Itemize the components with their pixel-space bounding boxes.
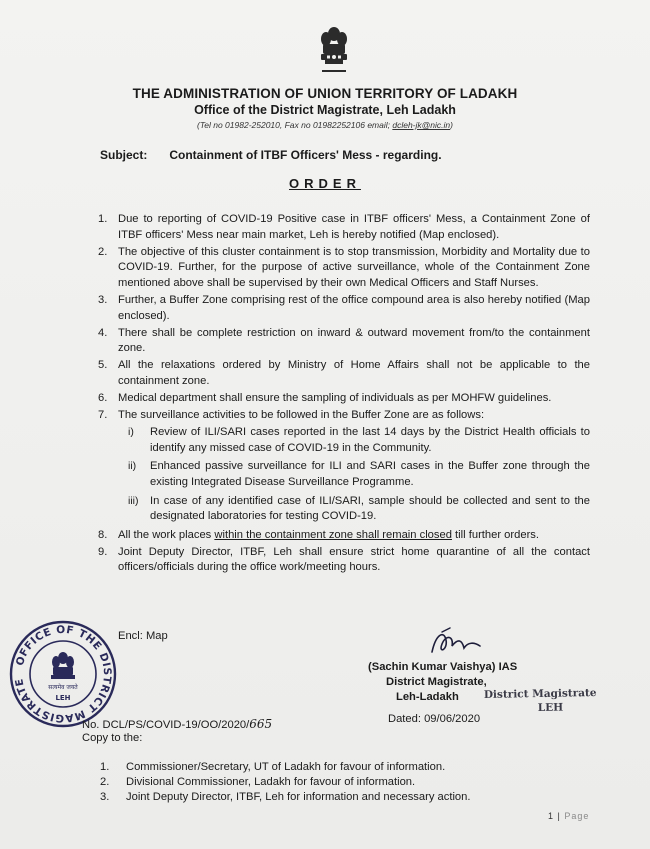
seal-inner-text: सत्यमेव जयते — [48, 684, 78, 691]
item-number: 1. — [98, 213, 108, 225]
item-number: 5. — [98, 359, 108, 372]
signature-mark — [424, 626, 484, 660]
sub-item-text: Review of ILI/SARI cases reported in the last 14 days by the District Health officials to identify any missed case of COVID-19 in the Community. — [150, 426, 590, 454]
copy-text: Divisional Commissioner, Ladakh for favour of information. — [126, 776, 416, 788]
item-number: 8. — [98, 528, 108, 541]
copy-item — [100, 790, 550, 805]
contact-details: (Tel no 01982-252010, Fax no 01982252106 email; — [197, 120, 393, 130]
page-number — [548, 811, 589, 821]
item-number: 7. — [98, 409, 108, 422]
item-text: All the relaxations ordered by Ministry of Home Affairs shall not be applicable to the containment zone. — [118, 359, 590, 387]
copy-number: 2. — [100, 776, 110, 788]
order-item — [88, 528, 590, 544]
page-number-label: Page — [564, 811, 590, 821]
reference-prefix: No. DCL/PS/COVID-19/OO/2020/ — [82, 719, 250, 731]
header-title: THE ADMINISTRATION OF UNION TERRITORY OF LADAKH — [132, 86, 518, 101]
subject-label: Subject: — [100, 148, 148, 162]
subject-text: Containment of ITBF Officers' Mess - regarding. — [169, 148, 442, 162]
item-number: 6. — [98, 392, 108, 405]
reference-number — [82, 717, 272, 731]
stamp-line: LEH — [537, 701, 564, 715]
signatory-designation: District Magistrate, — [386, 676, 487, 689]
seal-ring-text: OFFICE OF THE DISTRICT MAGISTRATE — [13, 623, 114, 725]
item-number: 4. — [98, 326, 108, 339]
sub-item-text: In case of any identified case of ILI/SARI, sample should be collected and sent to the designated laboratories for testing COVID-19. — [150, 494, 590, 523]
item-text: till further orders. — [451, 528, 539, 541]
item-text-underlined: within the containment zone shall remain closed — [214, 528, 452, 541]
header-contact — [0, 120, 650, 130]
order-item — [88, 408, 590, 424]
item-text: Due to reporting of COVID-19 Positive case in ITBF officers' Mess, a Containment Zone of ITBF officers' Mess near main market, Leh is hereby notified (Map enclosed). — [118, 213, 590, 241]
copy-item — [100, 760, 550, 775]
page-number-value: 1 — [548, 811, 555, 821]
item-text: Further, a Buffer Zone comprising rest of the office compound area is also hereby notified (Map enclosed). — [118, 293, 590, 322]
item-text: All the work places — [118, 528, 215, 541]
state-emblem-icon — [317, 26, 351, 78]
item-text: Medical department shall ensure the sampling of individuals as per MOHFW guidelines. — [118, 392, 552, 405]
header-office: Office of the District Magistrate, Leh Ladakh — [194, 103, 456, 117]
stamp-line: District Magistrate — [483, 687, 597, 701]
order-sub-item — [88, 494, 590, 525]
item-number: 3. — [98, 293, 108, 306]
item-text: Joint Deputy Director, ITBF, Leh shall ensure strict home quarantine of all the contact officers/officials during the office work/meeting hours. — [118, 545, 590, 574]
order-items — [88, 212, 590, 578]
copy-text: Commissioner/Secretary, UT of Ladakh for favour of information. — [126, 761, 446, 773]
seal-emblem-icon — [51, 652, 75, 679]
order-sub-item — [88, 459, 590, 490]
order-date: Dated: 09/06/2020 — [388, 713, 481, 725]
sub-item-number: ii) — [128, 460, 137, 473]
order-item — [88, 545, 590, 576]
copy-number: 3. — [100, 791, 110, 803]
subject-line — [100, 148, 442, 162]
copy-item — [100, 775, 550, 790]
order-sub-item — [88, 425, 590, 456]
order-item — [88, 326, 590, 357]
seal-bottom-text: LEH — [55, 694, 71, 702]
copy-list — [100, 760, 550, 805]
order-item — [88, 245, 590, 292]
enclosure-note: Encl: Map — [118, 630, 168, 642]
copy-text: Joint Deputy Director, ITBF, Leh for information and necessary action. — [126, 791, 471, 803]
reference-handwritten: 665 — [249, 717, 273, 731]
order-item — [88, 391, 590, 407]
sub-item-number: i) — [128, 426, 134, 439]
order-item — [88, 293, 590, 324]
signatory-name: (Sachin Kumar Vaishya) IAS — [368, 661, 518, 673]
copy-number: 1. — [100, 761, 110, 773]
sub-item-text: Enhanced passive surveillance for ILI and SARI cases in the Buffer zone through the existing Integrated Disease Surveillance Programme. — [150, 460, 590, 488]
order-title: ORDER — [289, 176, 361, 191]
order-item — [88, 212, 590, 243]
item-number: 9. — [98, 545, 108, 558]
item-text: The surveillance activities to be followed in the Buffer Zone are as follows: — [118, 409, 485, 422]
office-seal — [8, 618, 118, 730]
item-text: The objective of this cluster containment is to stop transmission, Morbidity and Mortality due to COVID-19. Further, for the purpose of active surveillance, whole of the Containment Zone mentioned above shall be supervised by their own Medical Officers and Staff Nurses. — [118, 245, 590, 289]
item-text: There shall be complete restriction on inward & outward movement from/to the containment zone. — [118, 326, 590, 355]
page-number-separator: | — [554, 811, 565, 821]
order-item — [88, 358, 590, 389]
item-number: 2. — [98, 245, 108, 258]
copy-to-label: Copy to the: — [82, 732, 143, 744]
designation-stamp — [484, 686, 597, 716]
contact-email: dcleh-jk@nic.in — [392, 120, 451, 130]
sub-item-number: iii) — [128, 494, 139, 507]
signatory-place: Leh-Ladakh — [396, 691, 459, 704]
contact-suffix: ) — [450, 120, 453, 130]
